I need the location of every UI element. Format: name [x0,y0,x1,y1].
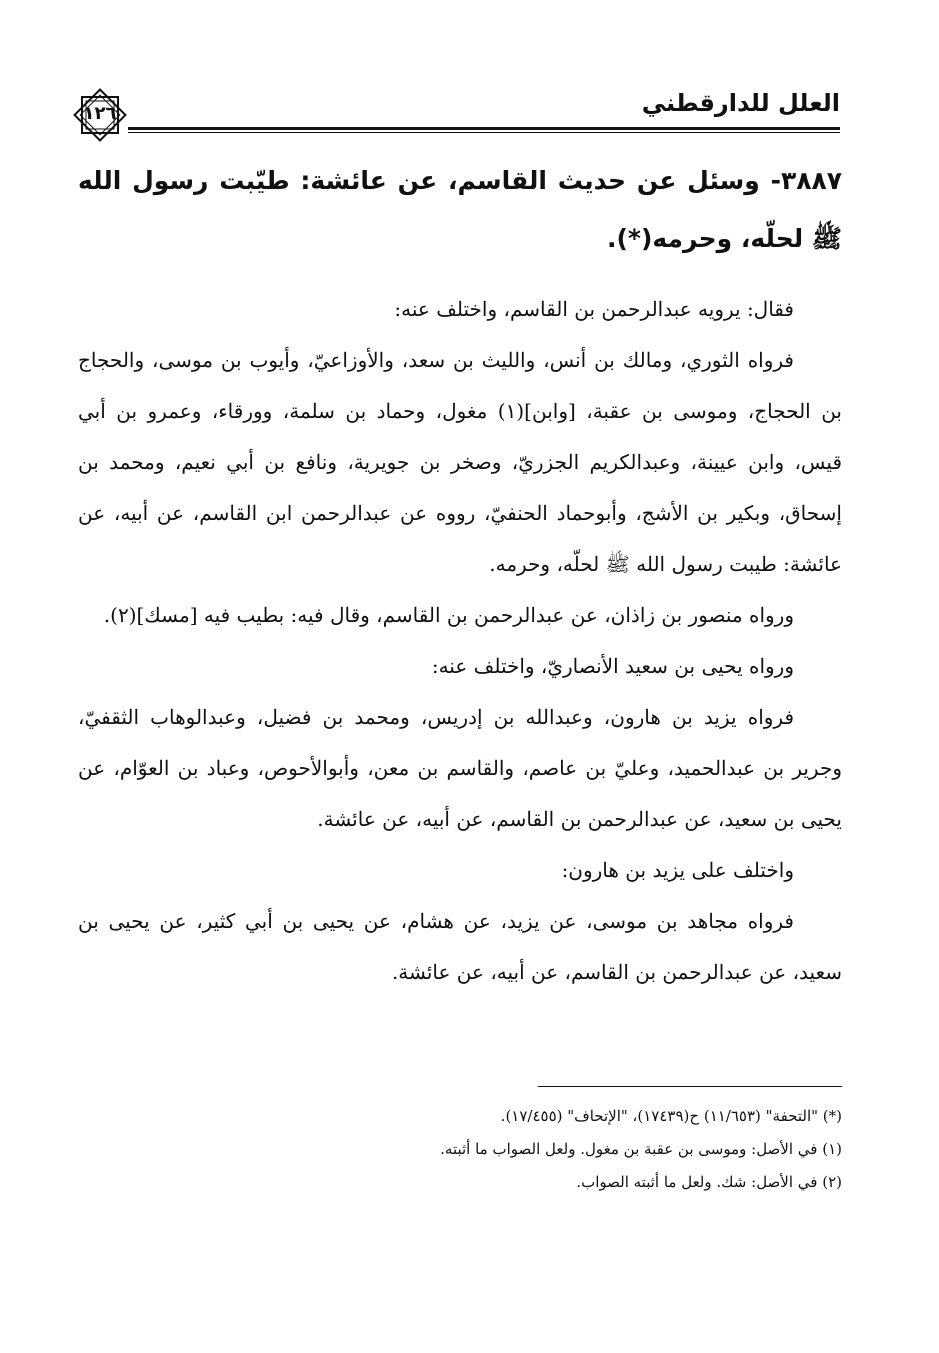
paragraph: فقال: يرويه عبدالرحمن بن القاسم، واختلف عنه: [394,297,794,321]
header-rule [128,127,840,130]
footnotes [300,1100,842,1199]
paragraph: ورواه منصور بن زاذان، عن عبدالرحمن بن القاسم، وقال فيه: بطيب فيه [مسك](٢). [103,603,794,627]
paragraph: فرواه مجاهد بن موسى، عن يزيد، عن هشام، عن يحيى بن أبي كثير، عن يحيى بن سعيد، عن عبدالرحمن بن القاسم، عن أبيه، عن عائشة. [78,909,842,984]
footnote-separator [538,1086,842,1087]
running-title: العلل للدارقطني [641,89,840,117]
main-text [78,152,842,998]
paragraph: فرواه يزيد بن هارون، وعبدالله بن إدريس، ومحمد بن فضيل، وعبدالوهاب الثقفيّ، وجرير بن عبدالحميد، وعليّ بن عاصم، والقاسم بن معن، وأبوالأحوص، وعباد بن العوّام، عن يحيى بن سعيد، عن عبدالرحمن بن القاسم، عن أبيه، عن عائشة. [78,705,842,831]
paragraph: فرواه الثوري، ومالك بن أنس، والليث بن سعد، والأوزاعيّ، وأيوب بن موسى، والحجاج بن الحجاج، وموسى بن عقبة، [وابن](١) مغول، وحماد بن سلمة، وورقاء، وعمرو بن أبي قيس، وابن عيينة، وعبدالكريم الجزريّ، وصخر بن جويرية، ونافع بن أبي نعيم، ومحمد بن إسحاق، وبكير بن الأشج، وأبوحماد الحنفيّ، رووه عن عبدالرحمن ابن القاسم، عن أبيه، عن عائشة: طيبت رسول الله ﷺ لحلّه، وحرمه. [78,348,842,576]
entry-heading: ٣٨٨٧- وسئل عن حديث القاسم، عن عائشة: طيّبت رسول الله ﷺ لحلّه، وحرمه(*). [78,166,842,253]
footnote: (٢) في الأصل: شك. ولعل ما أثبته الصواب. [576,1173,842,1191]
footnote: (*) "التحفة" (١١/٦٥٣) ح(١٧٤٣٩)، "الإتحاف" (١٧/٤٥٥). [500,1107,842,1125]
page-number: ١٢٦ [83,103,117,124]
page-header [70,85,840,145]
header-rule-thin [128,132,840,133]
paragraph: واختلف على يزيد بن هارون: [561,858,794,882]
footnote: (١) في الأصل: وموسى بن عقبة بن مغول. ولعل الصواب ما أثبته. [440,1140,842,1158]
paragraph: ورواه يحيى بن سعيد الأنصاريّ، واختلف عنه: [431,654,794,678]
